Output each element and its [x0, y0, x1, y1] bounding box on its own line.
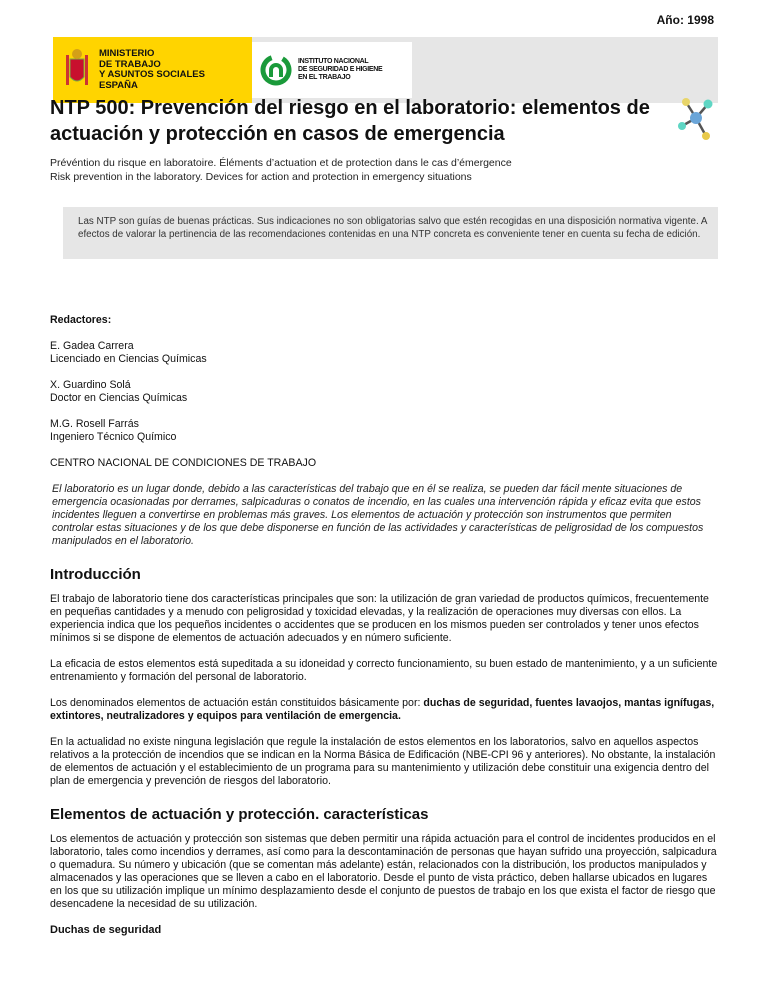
- author: [50, 379, 718, 405]
- coat-of-arms-icon: [63, 47, 91, 93]
- center-name: CENTRO NACIONAL DE CONDICIONES DE TRABAJO: [50, 457, 317, 469]
- paragraph: Los elementos de actuación y protección son sistemas que deben permitir una rápida actuación para el control de incidentes producidos en el laboratorio, tales como incendios y derrames, así como para la descontaminación de personas que hayan sufrido una proyección, salpicadura o quemadura. Su número y ubicación (que se comentan más adelante) están, relacionados con la distribución, los productos manipulados y almacenados y las operaciones que se lleven a cabo en el laboratorio. Desde el punto de vista práctico, deben hallarse ubicados en lugares en los que su utilización implique un mínimo desplazamiento desde el conjunto de puestos de trabajo en los que exista el factor de riesgo que desencadene la necesidad de su utilización.: [50, 833, 717, 910]
- year: Año: 1998: [656, 13, 714, 27]
- page-title: NTP 500: Prevención del riesgo en el laboratorio: elementos de actuación y protección en casos de emergencia: [50, 97, 650, 145]
- author-title: Ingeniero Técnico Químico: [50, 431, 177, 443]
- paragraph: [50, 697, 718, 723]
- author-name: M.G. Rosell Farrás: [50, 418, 139, 430]
- paragraph-text: Los denominados elementos de actuación están constituidos básicamente por:: [50, 697, 424, 709]
- paragraph: La eficacia de estos elementos está supeditada a su idoneidad y correcto funcionamiento, su buen estado de mantenimiento, y a un suficiente entrenamiento y formación del personal de laboratorio.: [50, 658, 718, 683]
- section-heading: Elementos de actuación y protección. características: [50, 806, 429, 823]
- paragraph: El trabajo de laboratorio tiene dos características principales que son: la utilización de gran variedad de productos químicos, frecuentemente en pequeñas cantidades y a menudo con peligrosidad y toxicidad elevadas, y la realización de operaciones muy diversas con ellos. La experiencia indica que los pequeños incidentes o accidentes que se producen en los mismos pueden ser controlados y tener unos efectos mínimos si se dispone de elementos de actuación adecuados y en número suficiente.: [50, 593, 709, 644]
- alternate-titles: [50, 156, 512, 184]
- molecule-icon: [676, 96, 716, 142]
- logo-text: DE TRABAJO: [99, 58, 161, 70]
- logo-text: MINISTERIO: [99, 48, 155, 59]
- insht-logo: [252, 42, 412, 98]
- authors-label: Redactores:: [50, 314, 112, 326]
- subsection-heading: Duchas de seguridad: [50, 924, 162, 936]
- logo-text: ESPAÑA: [99, 79, 138, 91]
- french-title: Prévéntion du risque en laboratoire. Éléments d’actuation et de protection dans le cas d’émergence: [50, 157, 512, 169]
- english-title: Risk prevention in the laboratory. Devices for action and protection in emergency situations: [50, 171, 472, 183]
- ministry-logo: [53, 37, 252, 103]
- author-title: Licenciado en Ciencias Químicas: [50, 353, 207, 365]
- author: [50, 418, 718, 444]
- author-title: Doctor en Ciencias Químicas: [50, 392, 188, 404]
- section-heading: Introducción: [50, 566, 141, 583]
- logo-text: Y ASUNTOS SOCIALES: [99, 69, 205, 80]
- document-body: [50, 314, 718, 937]
- author-name: E. Gadea Carrera: [50, 340, 134, 352]
- logo-text: INSTITUTO NACIONAL: [298, 58, 369, 65]
- logo-banner: [53, 37, 718, 103]
- insht-emblem-icon: [260, 53, 292, 87]
- author: [50, 340, 718, 366]
- paragraph: En la actualidad no existe ninguna legislación que regule la instalación de estos elementos en los laboratorios, salvo en aquellos aspectos relativos a la protección de incendios que se indican en la Norma Básica de Edificación (NBE-CPI 96 y anteriores). No obstante, la instalación de elementos de actuación y el establecimiento de un programa para su mantenimiento y utilización debe constituir una exigencia dentro del plan de emergencia y prevención de riesgos del laboratorio.: [50, 736, 716, 787]
- disclaimer-box: Las NTP son guías de buenas prácticas. Sus indicaciones no son obligatorias salvo que estén recogidas en una disposición normativa vigente. A efectos de valorar la pertinencia de las recomendaciones contenidas en una NTP concreta es conveniente tener en cuenta su fecha de edición.: [63, 207, 718, 259]
- abstract: El laboratorio es un lugar donde, debido a las características del trabajo que en él se realiza, se pueden dar fácil mente situaciones de emergencia ocasionadas por derrames, salpicaduras o conatos de incendio, en las cuales una intervención rápida y eficaz evita que estos incidentes lleguen a convertirse en problemas más graves. Los elementos de actuación y protección son instrumentos que permiten controlar estas situaciones y de los que debe disponerse en función de las actividades y características de peligrosidad de los compuestos manipulados en el laboratorio.: [52, 483, 704, 547]
- logo-text: EN EL TRABAJO: [298, 74, 351, 81]
- paragraph-bold: duchas de seguridad, fuentes lavaojos, mantas ignífugas, extintores, neutralizadores y equipos para ventilación de emergencia.: [50, 697, 715, 722]
- author-name: X. Guardino Solá: [50, 379, 131, 391]
- logo-text: DE SEGURIDAD E HIGIENE: [298, 66, 383, 73]
